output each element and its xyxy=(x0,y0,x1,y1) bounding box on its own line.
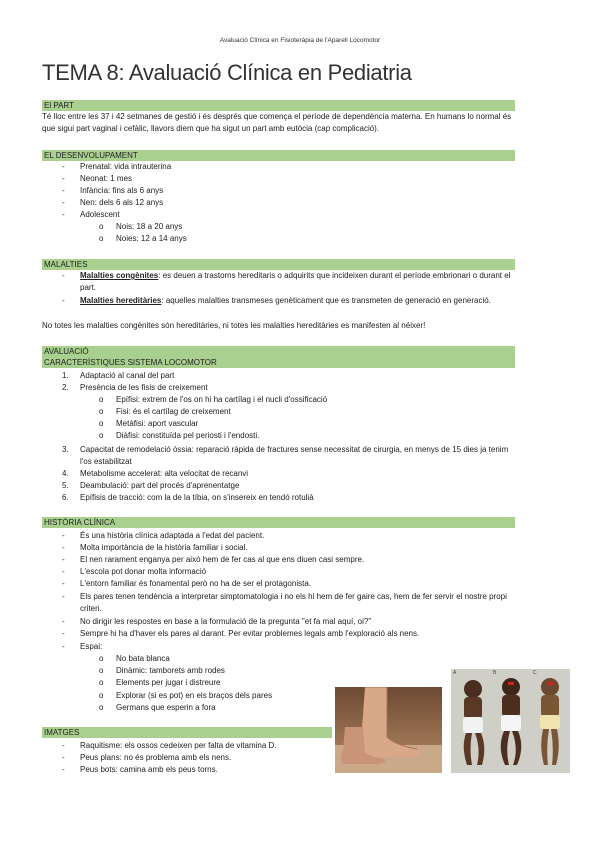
list-item: Sempre hi ha d'haver els pares al darant. Per evitar problemes legals amb l'exploració als nens. xyxy=(80,629,420,638)
bullet-circle: o xyxy=(99,666,104,675)
bullet-dash: - xyxy=(62,629,65,638)
congenital-definition xyxy=(80,270,515,294)
bullet-dash: - xyxy=(62,555,65,564)
bullet-circle: o xyxy=(99,395,104,404)
hereditary-definition xyxy=(80,295,515,307)
sub-list-item: Explorar (si es pot) en els braços dels pares xyxy=(116,691,273,700)
list-number: 1. xyxy=(62,371,69,380)
bullet-dash: - xyxy=(62,296,65,305)
section-heading-history: HISTÒRIA CLÍNICA xyxy=(42,517,515,528)
list-item: Adaptació al canal del part xyxy=(80,371,175,380)
hereditary-term: Malalties hereditàries xyxy=(80,296,162,305)
list-number: 3. xyxy=(62,445,69,454)
list-item: Raquitisme: els ossos cedeixen per falta de vitamina D. xyxy=(80,741,277,750)
running-header: Avaluació Clínica en Fisioteràpia de l'Aparell Locomotor xyxy=(219,37,381,44)
list-number: 4. xyxy=(62,469,69,478)
section-heading-images: IMATGES xyxy=(42,727,332,738)
bullet-dash: - xyxy=(62,271,65,280)
bullet-dash: - xyxy=(62,579,65,588)
list-item: Nen: dels 6 als 12 anys xyxy=(80,198,164,207)
list-item: Metabolisme accelerat: alta velocitat de recanvi xyxy=(80,469,249,478)
sub-list-item: Dinàmic: tamborets amb rodes xyxy=(116,666,225,675)
sub-list-item: Diàfisi: constituïda pel periosti i l'endosti. xyxy=(116,431,260,440)
list-item: Deambulació: part del procés d'aprenentatge xyxy=(80,481,240,490)
feet-photo xyxy=(335,687,442,773)
list-item: L'escola pot donar molta informació xyxy=(80,567,207,576)
section-heading-part: El PART xyxy=(42,100,515,111)
list-item: Espai: xyxy=(80,642,103,651)
list-item: Capacitat de remodelació òssia: reparació ràpida de fractures sense necessitat de cirurgia, en menys de 15 dies ja tenim l'os estabilitzat xyxy=(80,445,509,466)
bullet-dash: - xyxy=(62,567,65,576)
sub-list-item: No bata blanca xyxy=(116,654,170,663)
bullet-dash: - xyxy=(62,765,65,774)
list-item: Epífisis de tracció: com la de la tíbia, on s'insereix en tendó rotulià xyxy=(80,493,314,502)
bullet-circle: o xyxy=(99,431,104,440)
list-item: Infància: fins als 6 anys xyxy=(80,186,164,195)
bullet-dash: - xyxy=(62,741,65,750)
list-number: 5. xyxy=(62,481,69,490)
bullet-dash: - xyxy=(62,753,65,762)
section-heading-development: EL DESENVOLUPAMENT xyxy=(42,150,515,161)
bullet-circle: o xyxy=(99,654,104,663)
subsection-heading-locomotor: CARACTERÍSTIQUES SISTEMA LOCOMOTOR xyxy=(42,357,515,368)
congenital-text: : es deuen a trastorns hereditaris o adquirits que incideixen durant el període embrionari o durant el part. xyxy=(80,271,511,292)
bullet-dash: - xyxy=(62,592,65,601)
list-item: Adolescent xyxy=(80,210,120,219)
list-item: L'entorn familiar és fonamental però no ha de ser el protagonista. xyxy=(80,579,311,588)
photo-label-c: C xyxy=(533,670,537,676)
bullet-dash: - xyxy=(62,162,65,171)
page-title: TEMA 8: Avaluació Clínica en Pediatria xyxy=(42,60,412,85)
photo-label-a: A xyxy=(453,670,457,676)
sub-list-item: Metàfisi: aport vascular xyxy=(116,419,199,428)
list-item: Neonat: 1 mes xyxy=(80,174,133,183)
list-number: 2. xyxy=(62,383,69,392)
bullet-dash: - xyxy=(62,543,65,552)
feet-photo-illustration xyxy=(335,687,442,773)
bullet-dash: - xyxy=(62,186,65,195)
bullet-circle: o xyxy=(99,407,104,416)
bullet-circle: o xyxy=(99,234,104,243)
list-number: 6. xyxy=(62,493,69,502)
sub-list-item: Noies: 12 a 14 anys xyxy=(116,234,187,243)
bullet-circle: o xyxy=(99,691,104,700)
bullet-dash: - xyxy=(62,198,65,207)
bullet-circle: o xyxy=(99,222,104,231)
section-heading-diseases: MALALTIES xyxy=(42,259,515,270)
sub-list-item: Nois: 18 a 20 anys xyxy=(116,222,183,231)
children-photo-illustration xyxy=(451,669,570,773)
hereditary-text: : aquelles malalties transmeses genèticament que es transmeten de generació en generació. xyxy=(161,296,491,305)
bullet-circle: o xyxy=(99,678,104,687)
sub-list-item: Fisi: és el cartílag de creixement xyxy=(116,407,231,416)
sub-list-item: Epífisi: extrem de l'os on hi ha cartílag i el nucli d'ossificació xyxy=(116,395,328,404)
list-item: Els pares tenen tendència a interpretar simptomatologia i no els hi hem de fer gaire cas, hem de fer servir el nostre propi criteri. xyxy=(80,592,507,613)
diseases-note: No totes les malalties congènites són hereditàries, ni totes les malalties hereditàries es manifesten al néixer! xyxy=(42,321,426,330)
photo-label-b: B xyxy=(493,670,497,676)
bullet-dash: - xyxy=(62,174,65,183)
list-item: És una història clínica adaptada a l'edat del pacient. xyxy=(80,531,265,540)
part-paragraph: Té lloc entre les 37 i 42 setmanes de gestió i és després que comença el període de dependència materna. En humans lo normal és que sigui part vaginal i cefàlic, llavors diem que ha sigut un part amb eutòcia (cap complicació). xyxy=(42,112,512,133)
list-item: No dirigir les respostes en base a la formulació de la pregunta "et fa mal aquí, oi?" xyxy=(80,617,372,626)
bullet-dash: - xyxy=(62,642,65,651)
list-item: El nen rarament enganya per això hem de fer cas al que ens diuen casi sempre. xyxy=(80,555,365,564)
section-heading-evaluation: AVALUACIÓ xyxy=(42,346,515,357)
bullet-dash: - xyxy=(62,531,65,540)
list-item: Peus plans: no és problema amb els nens. xyxy=(80,753,232,762)
bullet-dash: - xyxy=(62,210,65,219)
bullet-circle: o xyxy=(99,703,104,712)
list-item: Prenatal: vida intrauterina xyxy=(80,162,172,171)
sub-list-item: Germans que esperin a fora xyxy=(116,703,216,712)
bullet-dash: - xyxy=(62,617,65,626)
congenital-term: Malalties congènites xyxy=(80,271,159,280)
list-item: Peus bots: camina amb els peus torns. xyxy=(80,765,218,774)
list-item: Molta importància de la història familiar i social. xyxy=(80,543,248,552)
list-item: Presència de les fisis de creixement xyxy=(80,383,208,392)
children-photo xyxy=(451,669,570,773)
sub-list-item: Elements per jugar i distreure xyxy=(116,678,221,687)
bullet-circle: o xyxy=(99,419,104,428)
